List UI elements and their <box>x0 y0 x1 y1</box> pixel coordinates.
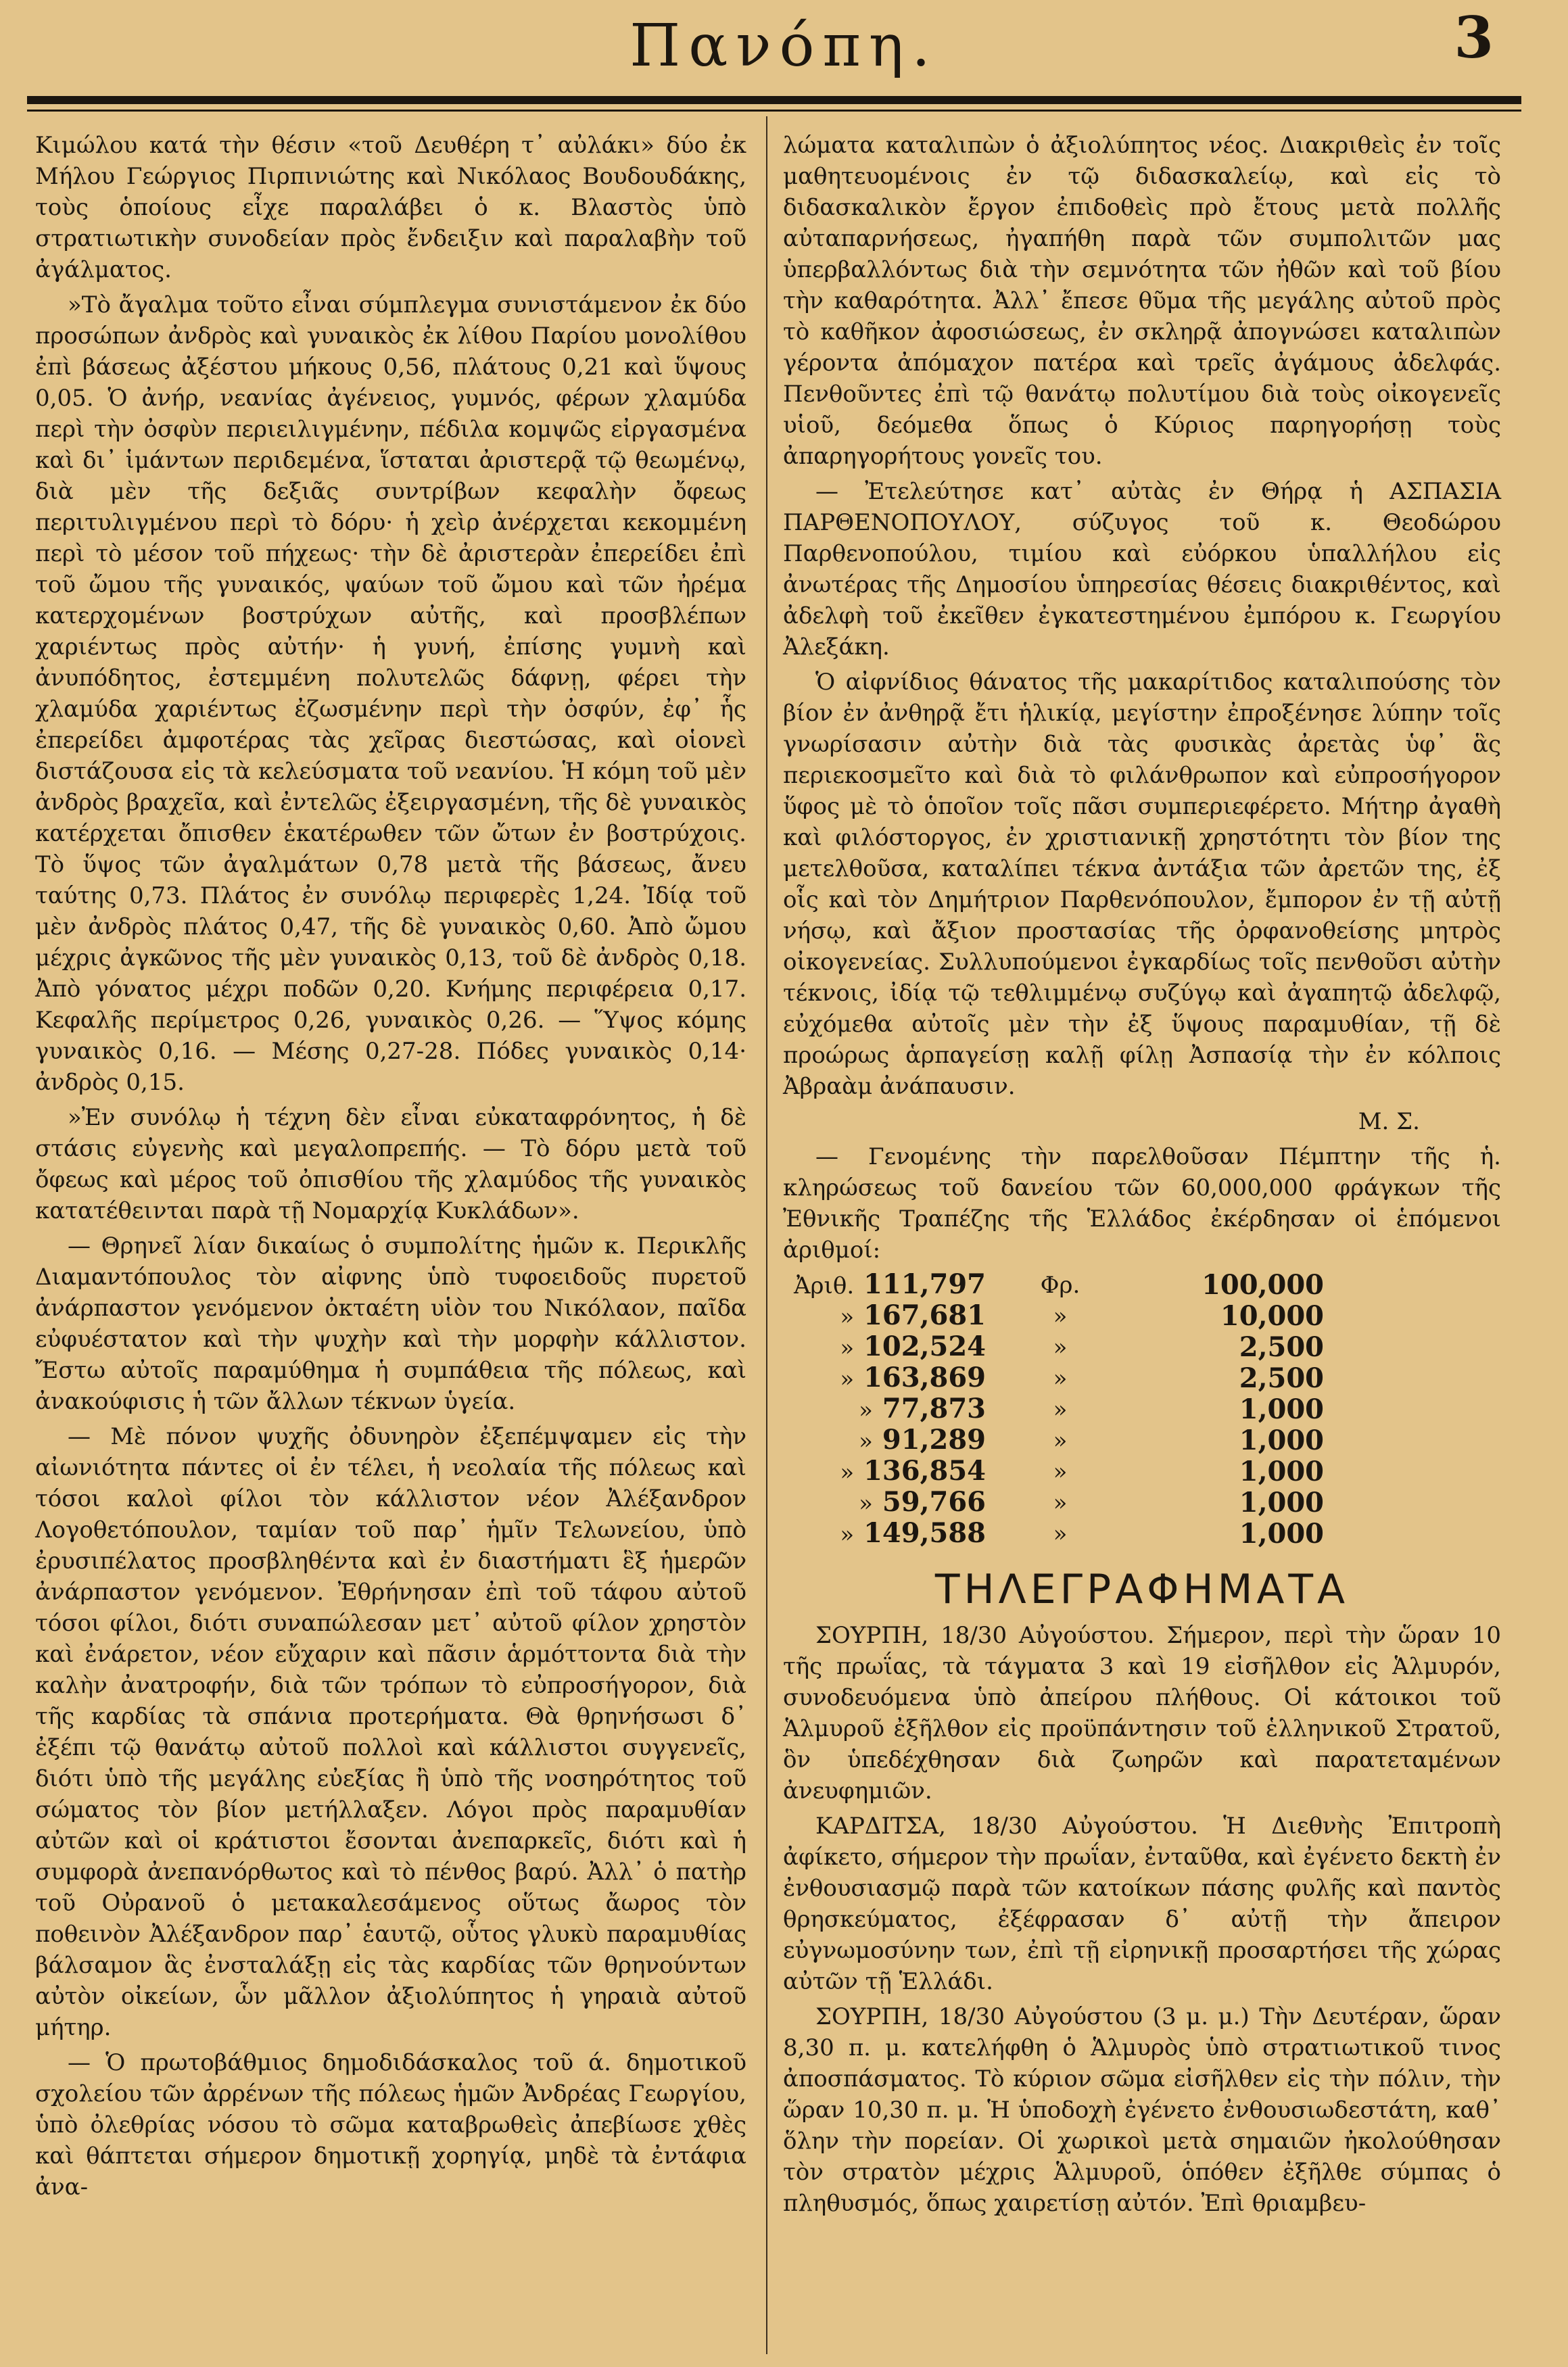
left-column <box>35 130 746 2207</box>
lottery-row <box>783 1425 1501 1456</box>
right-column <box>783 130 1501 2223</box>
page-number: 3 <box>1454 4 1494 71</box>
lottery-amount: 2,500 <box>1239 1362 1324 1394</box>
lottery-number: 149,588 <box>863 1517 986 1549</box>
telegram-item: ΣΟΥΡΠΗ, 18/30 Αὐγούστου (3 μ. μ.) Τὴν Δευτέραν, ὥραν 8,30 π. μ. κατελήφθη ὁ Ἁλμυρὸς ὑπὸ στρατιωτικοῦ τινος ἀποσπάσματος. Τὸ κύριον σῶμα εἰσῆλθεν εἰς τὴν πόλιν, τὴν ὥραν 10,30 π. μ. Ἡ ὑποδοχὴ ἐγένετο ἐνθουσιωδεστάτη, καθ᾽ ὅλην τὴν πορείαν. Οἱ χωρικοὶ μετὰ σημαιῶν ἠκολούθησαν τὸν στρατὸν μέχρις Ἁλμυροῦ, ὁπόθεν ἐξῆλθε σύμπας ὁ πληθυσμός, ὅπως χαιρετίσῃ αὐτόν. Ἐπὶ θριαμβευ- <box>783 2003 1501 2217</box>
lottery-amount: 10,000 <box>1220 1300 1324 1332</box>
lottery-row <box>783 1487 1501 1519</box>
lottery-intro: — Γενομένης τὴν παρελθοῦσαν Πέμπτην τῆς ἡ. κληρώσεως τοῦ δανείου τῶν 60,000,000 φράγκων τῆς Ἐθνικῆς Τραπέζης τῆς Ἑλλάδος ἐκέρδησαν οἱ ἑπόμενοι ἀριθμοί: <box>783 1143 1501 1264</box>
ditto-mark: » <box>840 1335 855 1362</box>
lottery-table <box>783 1270 1501 1550</box>
lottery-number: 59,766 <box>882 1486 986 1518</box>
ditto-mark: » <box>840 1459 855 1486</box>
lottery-row <box>783 1332 1501 1363</box>
lottery-amount: 100,000 <box>1202 1269 1324 1301</box>
lottery-row <box>783 1519 1501 1550</box>
telegrams-heading: ΤΗΛΕΓΡΑΦΗΜΑΤΑ <box>934 1566 1350 1613</box>
ditto-mark: » <box>1053 1396 1068 1423</box>
article-paragraph: Κιμώλου κατά τὴν θέσιν «τοῦ Δευθέρη τ᾽ αὐλάκι» δύο ἐκ Μήλου Γεώργιος Πιρπινιώτης καὶ Νικόλαος Βουδουδάκης, τοὺς ὁποίους εἶχε παραλάβει ὁ κ. Βλαστὸς ὑπὸ στρατιωτικὴν συνοδείαν πρὸς ἔνδειξιν καὶ παραλαβὴν τοῦ ἀγάλματος. <box>35 132 746 283</box>
lottery-row <box>783 1270 1501 1301</box>
lottery-number: 163,869 <box>863 1362 986 1393</box>
article-paragraph: »Ἐν συνόλῳ ἡ τέχνη δὲν εἶναι εὐκαταφρόνητος, ἡ δὲ στάσις εὐγενὴς καὶ μεγαλοπρεπής. — Τὸ δόρυ μετὰ τοῦ ὄφεως καὶ μέρος τοῦ ὀπισθίου τῆς χλαμύδος τῆς γυναικὸς κατατέθεινται παρὰ τῇ Νομαρχίᾳ Κυκλάδων». <box>35 1104 746 1224</box>
lottery-amount: 1,000 <box>1239 1425 1324 1456</box>
ditto-mark: » <box>859 1428 873 1455</box>
ditto-mark: » <box>1053 1365 1068 1392</box>
lottery-number: 136,854 <box>863 1455 986 1487</box>
header-rule-thick <box>27 96 1521 104</box>
ditto-mark: » <box>1053 1489 1068 1516</box>
lottery-number: 77,873 <box>882 1393 986 1425</box>
article-paragraph: — Ὁ πρωτοβάθμιος δημοδιδάσκαλος τοῦ ά. δημοτικοῦ σχολείου τῶν ἀρρένων τῆς πόλεως ἡμῶν Ἀνδρέας Γεωργίου, ὑπὸ ὀλεθρίας νόσου τὸ σῶμα καταβρωθεὶς ἀπεβίωσε χθὲς καὶ θάπτεται σήμερον δημοτικῇ χορηγίᾳ, μηδὲ τὰ ἐντάφια ἀνα- <box>35 2049 746 2201</box>
lottery-amount: 1,000 <box>1239 1487 1324 1519</box>
signature: Μ. Σ. <box>1358 1108 1420 1135</box>
ditto-mark: » <box>840 1521 855 1548</box>
lottery-row <box>783 1301 1501 1332</box>
lottery-number: 102,524 <box>863 1331 986 1362</box>
lottery-number: 91,289 <box>882 1424 986 1456</box>
article-paragraph: Ὁ αἰφνίδιος θάνατος τῆς μακαρίτιδος καταλιπούσης τὸν βίον ἐν ἀνθηρᾷ ἔτι ἡλικίᾳ, μεγίστην ἐπροξένησε λύπην τοῖς γνωρίσασιν αὐτὴν διὰ τὰς φυσικὰς ἀρετὰς ὑφ᾽ ἃς περιεκοσμεῖτο καὶ διὰ τὸ φιλάνθρωπον καὶ εὐπροσήγορον ὕφος μὲ τὸ ὁποῖον τοῖς πᾶσι συμπεριεφέρετο. Μήτηρ ἀγαθὴ καὶ φιλόστοργος, ἐν χριστιανικῇ χρηστότητι τὸν βίον της μετελθοῦσα, καταλίπει τέκνα ἀντάξια τῶν ἀρετῶν της, ἐξ οἷς καὶ τὸν Δημήτριον Παρθενόπουλον, ἔμπορον ἐν τῇ αὐτῇ νήσῳ, καὶ ἄξιον προστασίας τῆς ὀρφανοθείσης μητρὸς οἰκογενείας. Συλλυπούμενοι ἐγκαρδίως τοῖς πενθοῦσι αὐτὴν τέκνοις, ἰδίᾳ τῷ τεθλιμμένῳ συζύγῳ καὶ ἀγαπητῷ ἀδελφῷ, εὐχόμεθα αὐτοῖς μὲν τὴν ἐξ ὕψους παραμυθίαν, τῇ δὲ προώρως ἁρπαγείσῃ καλῇ φίλῃ Ἀσπασίᾳ τὴν ἐν κόλποις Ἀβραὰμ ἀνάπαυσιν. <box>783 669 1501 1100</box>
lottery-amount: 1,000 <box>1239 1393 1324 1425</box>
header-rule-thin <box>27 110 1521 112</box>
telegram-item: ΚΑΡΔΙΤΣΑ, 18/30 Αὐγούστου. Ἡ Διεθνὴς Ἐπιτροπὴ ἀφίκετο, σήμερον τὴν πρωΐαν, ἐνταῦθα, καὶ ἐγένετο δεκτὴ ἐν ἐνθουσιασμῷ παρὰ τῶν κατοίκων πάσης φυλῆς καὶ παντὸς θρησκεύματος, ἐξέφρασαν δ᾽ αὐτῇ τὴν ἄπειρον εὐγνωμοσύνην των, ἐπὶ τῇ εἰρηνικῇ προσαρτήσει τῆς χώρας αὐτῶν τῇ Ἑλλάδι. <box>783 1813 1501 1995</box>
number-label: Ἀριθ. <box>793 1272 855 1299</box>
lottery-amount: 1,000 <box>1239 1518 1324 1550</box>
lottery-amount: 2,500 <box>1239 1331 1324 1363</box>
ditto-mark: » <box>1053 1427 1068 1454</box>
lottery-number: 111,797 <box>863 1268 986 1300</box>
telegram-item: ΣΟΥΡΠΗ, 18/30 Αὐγούστου. Σήμερον, περὶ τὴν ὥραν 10 τῆς πρωΐας, τὰ τάγματα 3 καὶ 19 εἰσῆλθον εἰς Ἁλμυρόν, συνοδευόμενα ὑπὸ ἀπείρου πλήθους. Οἱ κάτοικοι τοῦ Ἁλμυροῦ ἐξῆλθον εἰς προϋπάντησιν τοῦ ἑλληνικοῦ Στρατοῦ, ὃν ὑπεδέχθησαν διὰ ζωηρῶν καὶ παρατεταμένων ἀνευφημιῶν. <box>783 1622 1501 1804</box>
article-paragraph: λώματα καταλιπὼν ὁ ἀξιολύπητος νέος. Διακριθεὶς ἐν τοῖς μαθητευομένοις ἐν τῷ διδασκαλείῳ, καὶ εἰς τὸ διδασκαλικὸν ἔργον ἐπιδοθεὶς πρὸ ἔτους μετὰ πολλῆς αὐταπαρνήσεως, ἠγαπήθη παρὰ τῶν συμπολιτῶν μας ὑπερβαλλόντως διὰ τὴν σεμνότητα τῶν ἠθῶν καὶ τοῦ βίου τὴν καθαρότητα. Ἀλλ᾽ ἔπεσε θῦμα τῆς μεγάλης αὐτοῦ πρὸς τὸ καθῆκον ἀφοσιώσεως, ἐν σκληρᾷ ἀπογνώσει καταλιπὼν γέροντα ἀπόμαχον πατέρα καὶ τρεῖς ἀγάμους ἀδελφάς. Πενθοῦντες ἐπὶ τῷ θανάτῳ πολυτίμου διὰ τοὺς οἰκογενεῖς υἱοῦ, δεόμεθα ὅπως ὁ Κύριος παρηγορήσῃ τοὺς ἀπαρηγορήτους γονεῖς του. <box>783 132 1501 470</box>
ditto-mark: » <box>1053 1458 1068 1485</box>
currency-label: Φρ. <box>1040 1272 1080 1299</box>
article-paragraph: — Μὲ πόνον ψυχῆς ὀδυνηρὸν ἐξεπέμψαμεν εἰς τὴν αἰωνιότητα πάντες οἱ ἐν τέλει, ἡ νεολαία τῆς πόλεως καὶ τόσοι καλοὶ φίλοι τὸν κάλλιστον νέον Ἀλέξανδρον Λογοθετόπουλον, ταμίαν τοῦ παρ᾽ ἡμῖν Τελωνείου, ὑπὸ ἐρυσιπέλατος προσβληθέντα καὶ ἐν διαστήματι ἓξ ἡμερῶν ἀνάρπαστον γενόμενον. Ἐθρήνησαν ἐπὶ τοῦ τάφου αὐτοῦ τόσοι φίλοι, διότι συναπώλεσαν μετ᾽ αὐτοῦ φίλον χρηστὸν καὶ ἐνάρετον, νέον εὔχαριν καὶ πᾶσιν ἁρμόττοντα διὰ τὴν καλὴν ἀνατροφήν, διὰ τῶν τρόπων τὸ εὐπροσήγορον, διὰ τῆς καρδίας τὰ σπάνια προτερήματα. Θὰ θρηνήσωσι δ᾽ ἐξέπι τῷ θανάτῳ αὐτοῦ πολλοὶ καὶ κάλλιστοι συγγενεῖς, διότι ὑπὸ τῆς μεγάλης εὐεξίας ἢ ὑπὸ τῆς νοσηρότητος τοῦ σώματος τὸν βίον μετήλλαξεν. Λόγοι πρὸς παραμυθίαν αὐτῶν καὶ οἱ κράτιστοι ἔσονται ἀνεπαρκεῖς, διότι καὶ ἡ συμφορὰ ἀνεπανόρθωτος καὶ τὸ πένθος βαρύ. Ἀλλ᾽ ὁ πατὴρ τοῦ Οὐρανοῦ ὁ μετακαλεσάμενος οὕτως ἄωρος τὸν ποθεινὸν Ἀλέξανδρον παρ᾽ ἑαυτῷ, οὗτος γλυκὺ παραμυθίας βάλσαμον ἃς ἐνσταλάξῃ εἰς τὰς καρδίας τῶν θρηνούντων αὐτὸν οἰκείων, ὧν μᾶλλον ἀξιολύπητος ἡ γηραιὰ αὐτοῦ μήτηρ. <box>35 1423 746 2041</box>
article-paragraph: — Θρηνεῖ λίαν δικαίως ὁ συμπολίτης ἡμῶν κ. Περικλῆς Διαμαντόπουλος τὸν αἰφνης ὑπὸ τυφοειδοῦς πυρετοῦ ἀνάρπαστον γενόμενον ὀκταέτη υἱὸν του Νικόλαον, παῖδα εὐφυέστατον καὶ τὴν ψυχὴν καὶ τὴν μορφὴν κάλλιστον. Ἔστω αὐτοῖς παραμύθημα ἡ συμπάθεια τῆς πόλεως, καὶ ἀνακούφισις ἡ τῶν ἄλλων τέκνων ὑγεία. <box>35 1233 746 1415</box>
lottery-row <box>783 1394 1501 1425</box>
lottery-row <box>783 1363 1501 1394</box>
ditto-mark: » <box>859 1397 873 1424</box>
ditto-mark: » <box>840 1304 855 1331</box>
lottery-row <box>783 1456 1501 1487</box>
article-paragraph: — Ἐτελεύτησε κατ᾽ αὐτὰς ἐν Θήρᾳ ἡ ΑΣΠΑΣΙΑ ΠΑΡΘΕΝΟΠΟΥΛΟΥ, σύζυγος τοῦ κ. Θεοδώρου Παρθενοπούλου, τιμίου καὶ εὐόρκου ὑπαλλήλου εἰς ἀνωτέρας τῆς Δημοσίου ὑπηρεσίας θέσεις διακριθέντος, καὶ ἀδελφὴ τοῦ ἐκεῖθεν ἐγκατεστημένου ἐμπόρου κ. Γεωργίου Ἀλεξάκη. <box>783 478 1501 661</box>
column-divider <box>766 116 767 2354</box>
lottery-amount: 1,000 <box>1239 1456 1324 1487</box>
ditto-mark: » <box>1053 1521 1068 1548</box>
ditto-mark: » <box>840 1366 855 1393</box>
ditto-mark: » <box>1053 1303 1068 1330</box>
newspaper-title: Πανόπη. <box>629 12 939 80</box>
article-paragraph: »Τὸ ἄγαλμα τοῦτο εἶναι σύμπλεγμα συνιστάμενον ἐκ δύο προσώπων ἀνδρὸς καὶ γυναικὸς ἐκ λίθου Παρίου μονολίθου ἐπὶ βάσεως ἀξέστου μήκους 0,56, πλάτους 0,21 καὶ ὕψους 0,05. Ὁ ἀνήρ, νεανίας ἀγένειος, γυμνός, φέρων χλαμύδα περὶ τὴν ὀσφὺν περιειλιγμένην, πέδιλα κομψῶς εἰργασμένα καὶ δι᾽ ἱμάντων περιδεμένα, ἵσταται ἀριστερᾷ τῷ θεωμένῳ, διὰ μὲν τῆς δεξιᾶς συντρίβων κεφαλὴν ὄφεως περιτυλιγμένου περὶ τὸ δόρυ· ἡ χεὶρ ἀνέρχεται κεκομμένη περὶ τὸ μέσον τοῦ πήχεως· τὴν δὲ ἀριστερὰν ἐπερείδει ἐπὶ τοῦ ὤμου τῆς γυναικός, ψαύων τοῦ ὤμου καὶ τῶν ἠρέμα κατερχομένων βοστρύχων αὐτῆς, καὶ προσβλέπων χαριέντως πρὸς αὐτήν· ἡ γυνή, ἐπίσης γυμνὴ καὶ ἀνυπόδητος, ἐστεμμένη πολυτελῶς δάφνῃ, φέρει τὴν χλαμύδα χαριέντως ἐζωσμένην περὶ τὴν ὀσφύν, ἐφ᾽ ἧς ἐπερείδει ἀμφοτέρας τὰς χεῖρας διεστώσας, καὶ οἱονεὶ διστάζουσα εἰς τὰ κελεύσματα τοῦ νεανίου. Ἡ κόμη τοῦ μὲν ἀνδρὸς βραχεῖα, καὶ ἐντελῶς ἐξειργασμένη, τῆς δὲ γυναικὸς κατέρχεται ὄπισθεν ἑκατέρωθεν τῶν ὤτων ἐν βοστρύχοις. Τὸ ὕψος τῶν ἀγαλμάτων 0,78 μετὰ τῆς βάσεως, ἄνευ ταύτης 0,73. Πλάτος ἐν συνόλῳ περιφερὲς 1,24. Ἰδίᾳ τοῦ μὲν ἀνδρὸς πλάτος 0,47, τῆς δὲ γυναικὸς 0,60. Ἀπὸ ὤμου μέχρις ἀγκῶνος τῆς μὲν γυναικὸς 0,13, τοῦ δὲ ἀνδρὸς 0,18. Ἀπὸ γόνατος μέχρι ποδῶν 0,20. Κνήμης περιφέρεια 0,17. Κεφαλῆς περίμετρος 0,26, γυναικὸς 0,26. — Ὕψος κόμης γυναικὸς 0,16. — Μέσης 0,27-28. Πόδες γυναικὸς 0,14· ἀνδρὸς 0,15. <box>35 291 746 1096</box>
lottery-number: 167,681 <box>863 1299 986 1331</box>
ditto-mark: » <box>859 1490 873 1517</box>
ditto-mark: » <box>1053 1334 1068 1361</box>
